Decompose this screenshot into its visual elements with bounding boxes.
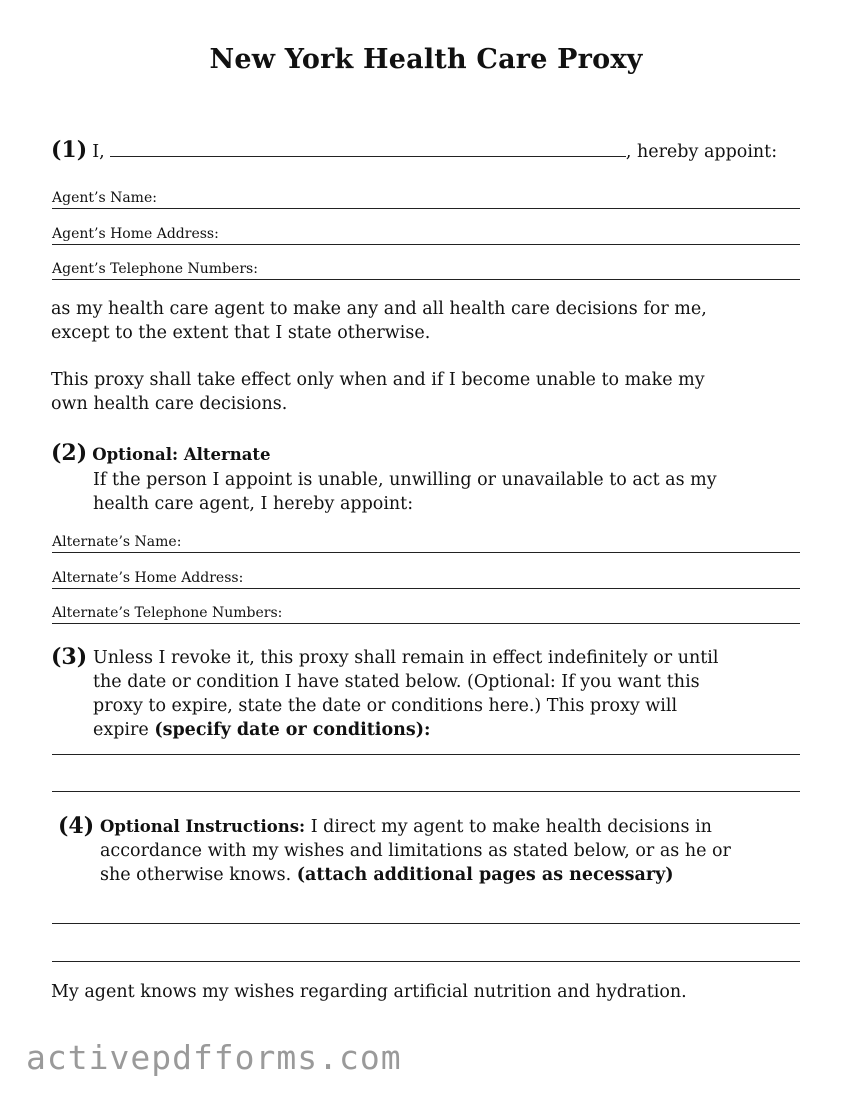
field-label: Alternate’s Home Address: [52, 570, 244, 586]
section-3 [51, 644, 87, 670]
paragraph-line: This proxy shall take effect only when and if I become unable to make my [51, 370, 705, 390]
section-heading: Optional Instructions: [100, 817, 306, 836]
instructions-bold-text: (attach additional pages as necessary) [296, 865, 674, 885]
section-4 [58, 813, 94, 839]
appointment-paragraph [51, 297, 707, 345]
paragraph-line [100, 815, 731, 839]
expiration-line-1[interactable] [52, 754, 800, 755]
paragraph-line: Unless I revoke it, this proxy shall remain in effect indefinitely or until [93, 648, 719, 668]
declarant-prefix: I, [92, 142, 105, 162]
paragraph-line: own health care decisions. [51, 394, 288, 414]
effect-paragraph [51, 368, 705, 416]
alternate-phone-field[interactable] [52, 603, 800, 624]
section-number: (2) [51, 440, 88, 466]
section-heading: Optional: Alternate [92, 445, 271, 464]
paragraph-line: as my health care agent to make any and all health care decisions for me, [51, 299, 707, 319]
expire-text: expire [93, 720, 155, 740]
field-label: Alternate’s Telephone Numbers: [52, 605, 283, 621]
declarant-suffix: , hereby appoint: [625, 142, 778, 162]
field-label: Agent’s Telephone Numbers: [52, 261, 258, 277]
paragraph-line: health care agent, I hereby appoint: [93, 494, 414, 514]
section-number: (1) [51, 137, 88, 163]
section-1-line [51, 137, 777, 164]
paragraph-line: accordance with my wishes and limitations as stated below, or as he or [100, 841, 731, 861]
section-2-heading [51, 440, 271, 466]
nutrition-statement: My agent knows my wishes regarding artificial nutrition and hydration. [51, 982, 687, 1002]
paragraph-line: the date or condition I have stated below. (Optional: If you want this [93, 672, 700, 692]
instructions-text: I direct my agent to make health decisions in [305, 817, 712, 837]
agent-address-field[interactable] [52, 224, 800, 245]
section-number: (4) [58, 813, 95, 839]
instructions-text: she otherwise knows. [100, 865, 297, 885]
watermark: activepdfforms.com [26, 1038, 402, 1077]
expiration-line-2[interactable] [52, 791, 800, 792]
paragraph-line [100, 863, 731, 887]
instructions-line-1[interactable] [52, 923, 800, 924]
alternate-paragraph [93, 468, 717, 516]
agent-phone-field[interactable] [52, 259, 800, 280]
page-title: New York Health Care Proxy [209, 44, 643, 75]
paragraph-line: except to the extent that I state otherwise. [51, 323, 431, 343]
instructions-paragraph [100, 815, 731, 887]
paragraph-line [93, 718, 719, 742]
instructions-line-2[interactable] [52, 961, 800, 962]
alternate-address-field[interactable] [52, 568, 800, 589]
field-label: Alternate’s Name: [52, 534, 182, 550]
section-number: (3) [51, 644, 88, 670]
paragraph-line: If the person I appoint is unable, unwilling or unavailable to act as my [93, 470, 717, 490]
agent-name-field[interactable] [52, 188, 800, 209]
paragraph-line: proxy to expire, state the date or conditions here.) This proxy will [93, 696, 678, 716]
field-label: Agent’s Name: [52, 190, 157, 206]
field-label: Agent’s Home Address: [52, 226, 219, 242]
alternate-name-field[interactable] [52, 532, 800, 553]
expiration-paragraph [93, 646, 719, 742]
expire-bold-text: (specify date or conditions): [154, 720, 431, 740]
declarant-name-field[interactable] [110, 138, 626, 157]
